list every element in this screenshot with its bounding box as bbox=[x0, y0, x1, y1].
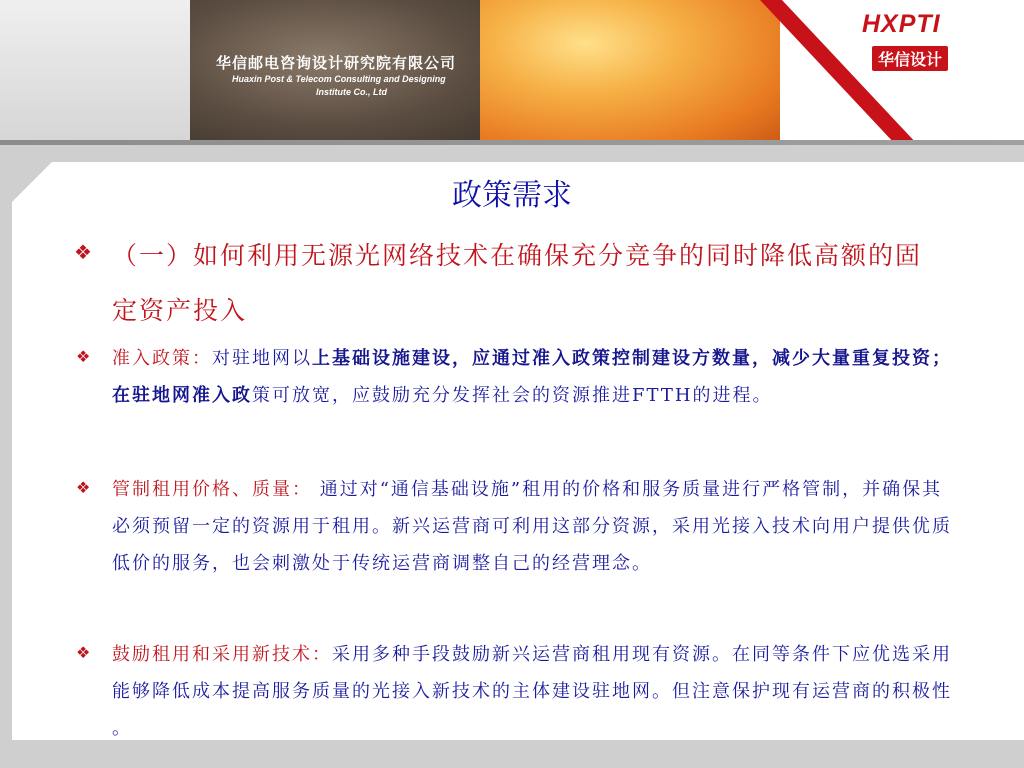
company-logo: HXPTI bbox=[862, 10, 941, 38]
point-text: 策可放宽，应鼓励充分发挥社会的资源推进FTTH的进程。 bbox=[252, 385, 773, 406]
banner-left-fade bbox=[0, 0, 200, 145]
point-2-bullet-icon: ❖ bbox=[76, 478, 91, 497]
point-3-bullet-icon: ❖ bbox=[76, 643, 91, 662]
point-lead: 管制租用价格、质量： bbox=[112, 479, 312, 500]
slide-heading: （一）如何利用无源光网络技术在确保充分竞争的同时降低高额的固定资产投入 bbox=[112, 241, 923, 325]
header-banner bbox=[0, 0, 1024, 145]
point-text: 采用多种手段鼓励新兴运营商租用现有资源。在同等条件下应优选采用能够降低成本提高服务质量的光接入新技术的主体建设驻地网。但注意保护现有运营商的积极性 。 bbox=[112, 644, 952, 739]
point-1-bullet-icon: ❖ bbox=[76, 347, 91, 366]
policy-point-new-tech bbox=[112, 636, 960, 747]
point-emphasis: 上基础设施建设，应通过准入政策控制建设方数量，减少大量重复投资；在驻地网准入政 bbox=[112, 348, 952, 406]
company-name-cn: 华信邮电咨询设计研究院有限公司 bbox=[216, 54, 457, 72]
company-name-en-line1: Huaxin Post & Telecom Consulting and Designing bbox=[232, 74, 446, 84]
point-lead: 鼓励租用和采用新技术： bbox=[112, 644, 332, 665]
heading-bullet-icon: ❖ bbox=[74, 240, 92, 264]
company-logo-subtitle: 华信设计 bbox=[872, 46, 948, 71]
point-lead: 准入政策： bbox=[112, 348, 212, 369]
banner-orange-band bbox=[480, 0, 780, 145]
point-text: 对驻地网以 bbox=[212, 348, 312, 369]
slide-title: 政策需求 bbox=[452, 178, 572, 213]
footer-bar bbox=[0, 740, 1024, 768]
point-text: 通过对“通信基础设施”租用的价格和服务质量进行严格管制，并确保其必须预留一定的资源用于租用。新兴运营商可利用这部分资源，采用光接入技术向用户提供优质低价的服务，也会刺激处于传统运营商调整自己的经营理念。 bbox=[112, 479, 952, 574]
policy-point-access bbox=[112, 340, 960, 414]
policy-point-pricing bbox=[112, 471, 960, 582]
company-name-en-line2: Institute Co., Ltd bbox=[316, 87, 387, 97]
